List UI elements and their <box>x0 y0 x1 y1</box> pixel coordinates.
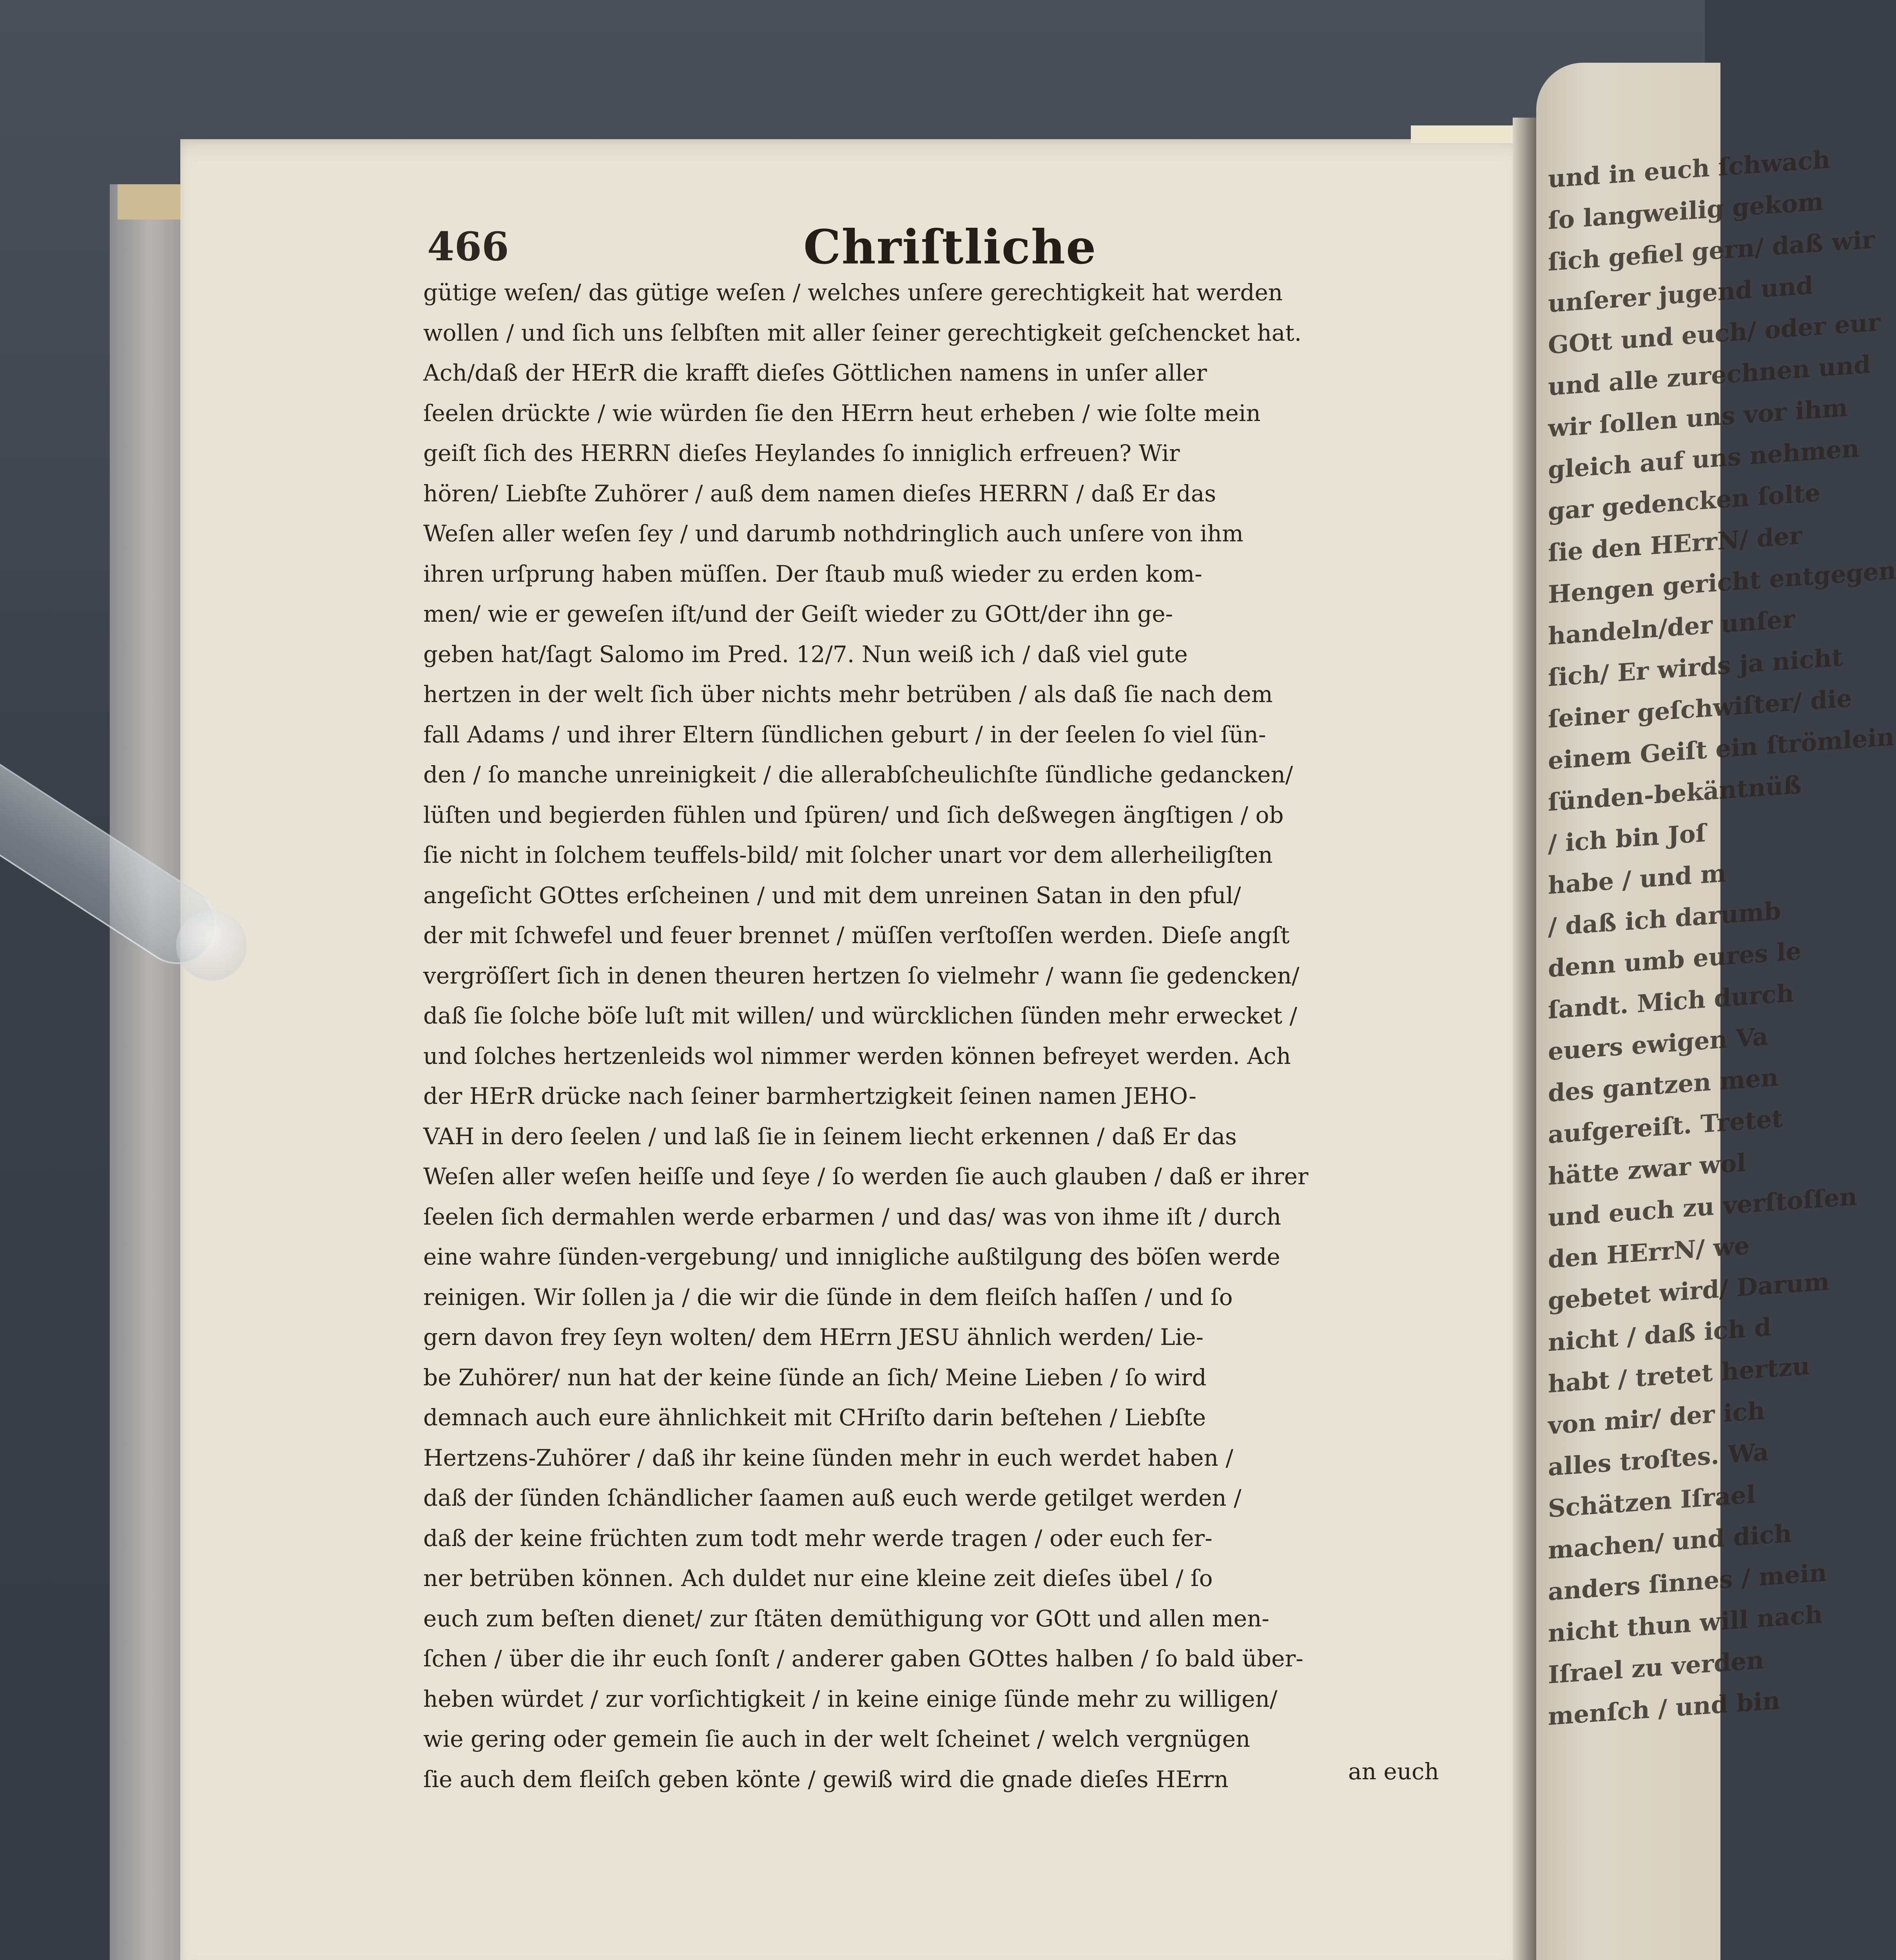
running-title: Chriſtliche <box>803 220 1097 275</box>
text-line: demnach auch eure ähnlichkeit mit CHriſto darin beſtehen / Liebſte <box>423 1404 1206 1431</box>
facing-page-line: nicht thun will nach <box>1548 1600 1823 1648</box>
facing-page-line: gar gedencken ſolte <box>1548 478 1820 526</box>
facing-page-line: den HErrN/ we <box>1548 1231 1750 1274</box>
text-line: lüſten und begierden fühlen und ſpüren/ und ſich deßwegen ängſtigen / ob <box>423 801 1284 828</box>
page-number: 466 <box>427 223 509 270</box>
text-line: VAH in dero ſeelen / und laß ſie in ſeinem liecht erkennen / daß Er das <box>423 1123 1237 1150</box>
facing-page-text <box>1536 145 1896 1732</box>
text-line: daß der keine früchten zum todt mehr werde tragen / oder euch fer- <box>423 1524 1213 1552</box>
text-line: den / ſo manche unreinigkeit / die allerabſcheulichſte ſündliche gedancken/ <box>423 761 1293 788</box>
facing-page-line: euers ewigen Va <box>1548 1022 1768 1066</box>
text-line: Weſen aller weſen heiſſe und ſeye / ſo werden ſie auch glauben / daß er ihrer <box>423 1163 1309 1190</box>
text-line: ſeelen ſich dermahlen werde erbarmen / und das/ was von ihme iſt / durch <box>423 1203 1282 1230</box>
text-line: ner betrüben können. Ach duldet nur eine kleine zeit dieſes übel / ſo <box>423 1565 1213 1592</box>
text-line: ſie nicht in ſolchem teuffels-bild/ mit ſolcher unart vor dem allerheiligſten <box>423 842 1273 868</box>
text-line: daß ſie ſolche böſe luſt mit willen/ und würcklichen ſünden mehr erwecket / <box>423 1002 1298 1029</box>
facing-page-line: und in euch ſchwach <box>1548 145 1831 194</box>
facing-page-line: / daß ich darumb <box>1548 896 1781 942</box>
facing-page-line: des gantzen men <box>1548 1063 1778 1108</box>
catchword: an euch <box>1348 1758 1439 1785</box>
text-line: euch zum beſten dienet/ zur ſtäten demüthigung vor GOtt und allen men- <box>423 1605 1269 1632</box>
facing-page-line: ſünden-bekäntnüß <box>1548 770 1802 817</box>
facing-page-line: hätte zwar wol <box>1548 1148 1746 1191</box>
text-line: men/ wie er geweſen iſt/und der Geiſt wieder zu GOtt/der ihn ge- <box>423 601 1173 627</box>
page-header <box>427 220 1470 275</box>
facing-page-line: ſich/ Er wirds ja nicht <box>1548 642 1843 692</box>
facing-page-line: habt / tretet hertzu <box>1548 1351 1810 1399</box>
text-line: hertzen in der welt ſich über nichts mehr betrüben / als daß ſie nach dem <box>423 681 1273 708</box>
text-line: Weſen aller weſen ſey / und darumb nothdringlich auch unſere von ihm <box>423 520 1243 547</box>
facing-page-line: ſie den HErrN/ der <box>1548 521 1802 568</box>
facing-page-line: habe / und m <box>1548 858 1726 900</box>
facing-page-line: / ich bin Joſ <box>1548 818 1706 858</box>
text-line: heben würdet / zur vorſichtigkeit / in keine einige ſünde mehr zu willigen/ <box>423 1685 1278 1712</box>
text-line: eine wahre ſünden-vergebung/ und innigliche außtilgung des böſen werde <box>423 1243 1280 1270</box>
text-line: geiſt ſich des HERRN dieſes Heylandes ſo inniglich erfreuen? Wir <box>423 440 1180 466</box>
facing-page-line: ſich gefiel gern/ daß wir <box>1548 225 1875 277</box>
facing-page-line: GOtt und euch/ oder eur <box>1548 308 1881 360</box>
facing-page-line: Iſrael zu verden <box>1548 1645 1764 1690</box>
text-line: ſeelen drückte / wie würden ſie den HErrn heut erheben / wie ſolte mein <box>423 399 1261 426</box>
facing-page-line: und alle zurechnen und <box>1548 350 1871 401</box>
facing-page-line: menſch / und bin <box>1548 1686 1780 1731</box>
text-line: angeſicht GOttes erſcheinen / und mit dem unreinen Satan in den pful/ <box>423 882 1241 909</box>
text-line: geben hat/ſagt Salomo im Pred. 12/7. Nun weiß ich / daß viel gute <box>423 641 1188 668</box>
body-text <box>423 272 1458 1799</box>
text-line: der mit ſchwefel und feuer brennet / müſſen verſtoſſen werden. Dieſe angſt <box>423 922 1290 949</box>
text-line: gütige weſen/ das gütige weſen / welches unſere gerechtigkeit hat werden <box>423 279 1283 306</box>
facing-page-line: gleich auf uns nehmen <box>1548 434 1860 485</box>
text-line: ſie auch dem fleiſch geben könte / gewiß wird die gnade dieſes HErrn <box>423 1766 1229 1793</box>
facing-page-line: Schätzen Iſrael <box>1548 1480 1756 1523</box>
facing-page-line: alles troſtes. Wa <box>1548 1437 1769 1482</box>
facing-page-line: und euch zu verſtoſſen <box>1548 1182 1857 1232</box>
facing-page-line: Hengen gericht entgegen <box>1548 556 1896 609</box>
facing-page-line: denn umb eures le <box>1548 936 1802 983</box>
facing-page-line: anders ſinnes / mein <box>1548 1558 1827 1606</box>
facing-page-line: ſeiner geſchwiſter/ die <box>1548 684 1852 734</box>
text-line: hören/ Liebſte Zuhörer / auß dem namen dieſes HERRN / daß Er das <box>423 480 1216 507</box>
facing-page-line: wir ſollen uns vor ihm <box>1548 393 1848 443</box>
facing-page-line: unſerer jugend und <box>1548 271 1813 318</box>
text-line: fall Adams / und ihrer Eltern ſündlichen geburt / in der ſeelen ſo viel ſün- <box>423 721 1266 748</box>
facing-page-line: aufgereiſt. Tretet <box>1548 1104 1783 1149</box>
facing-page-line: machen/ und dich <box>1548 1519 1792 1565</box>
facing-page-line: von mir/ der ich <box>1548 1396 1765 1440</box>
facing-page-line: handeln/der unſer <box>1548 604 1795 651</box>
text-line: daß der ſünden ſchändlicher ſaamen auß euch werde getilget werden / <box>423 1485 1242 1511</box>
text-line: und ſolches hertzenleids wol nimmer werden können befreyet werden. Ach <box>423 1042 1291 1069</box>
text-line: wollen / und ſich uns ſelbſten mit aller ſeiner gerechtigkeit geſchencket hat. <box>423 319 1302 346</box>
left-book-binding <box>110 184 184 1960</box>
facing-page-line: ſo langweilig gekom <box>1548 187 1823 235</box>
facing-page-line: ſandt. Mich durch <box>1548 978 1794 1025</box>
text-line: wie gering oder gemein ſie auch in der welt ſcheinet / welch vergnügen <box>423 1726 1251 1752</box>
facing-page-line: einem Geiſt ein ſtrömlein <box>1548 722 1894 775</box>
text-line: gern davon frey ſeyn wolten/ dem HErrn JESU ähnlich werden/ Lie- <box>423 1324 1204 1350</box>
text-line: be Zuhörer/ nun hat der keine ſünde an ſich/ Meine Lieben / ſo wird <box>423 1364 1207 1391</box>
text-line: Hertzens-Zuhörer / daß ihr keine ſünden mehr in euch werdet haben / <box>423 1444 1233 1471</box>
binding-headband <box>118 184 184 220</box>
text-line: vergröſſert ſich in denen theuren hertzen ſo vielmehr / wann ſie gedencken/ <box>423 962 1300 989</box>
facing-page-line: gebetet wird/ Darum <box>1548 1267 1830 1316</box>
text-line: Ach/daß der HErR die krafft dieſes Göttlichen namens in unſer aller <box>423 359 1207 386</box>
text-line: der HErR drücke nach ſeiner barmhertzigkeit ſeinen namen JEHO- <box>423 1083 1196 1109</box>
facing-page-line: nicht / daß ich d <box>1548 1312 1771 1357</box>
facing-page <box>1536 63 1896 1960</box>
text-line: ihren urſprung haben müſſen. Der ſtaub muß wieder zu erden kom- <box>423 560 1202 587</box>
text-line: ſchen / über die ihr euch ſonſt / anderer gaben GOttes halben / ſo bald über- <box>423 1645 1303 1672</box>
text-line: reinigen. Wir ſollen ja / die wir die ſünde in dem fleiſch haſſen / und ſo <box>423 1283 1233 1310</box>
